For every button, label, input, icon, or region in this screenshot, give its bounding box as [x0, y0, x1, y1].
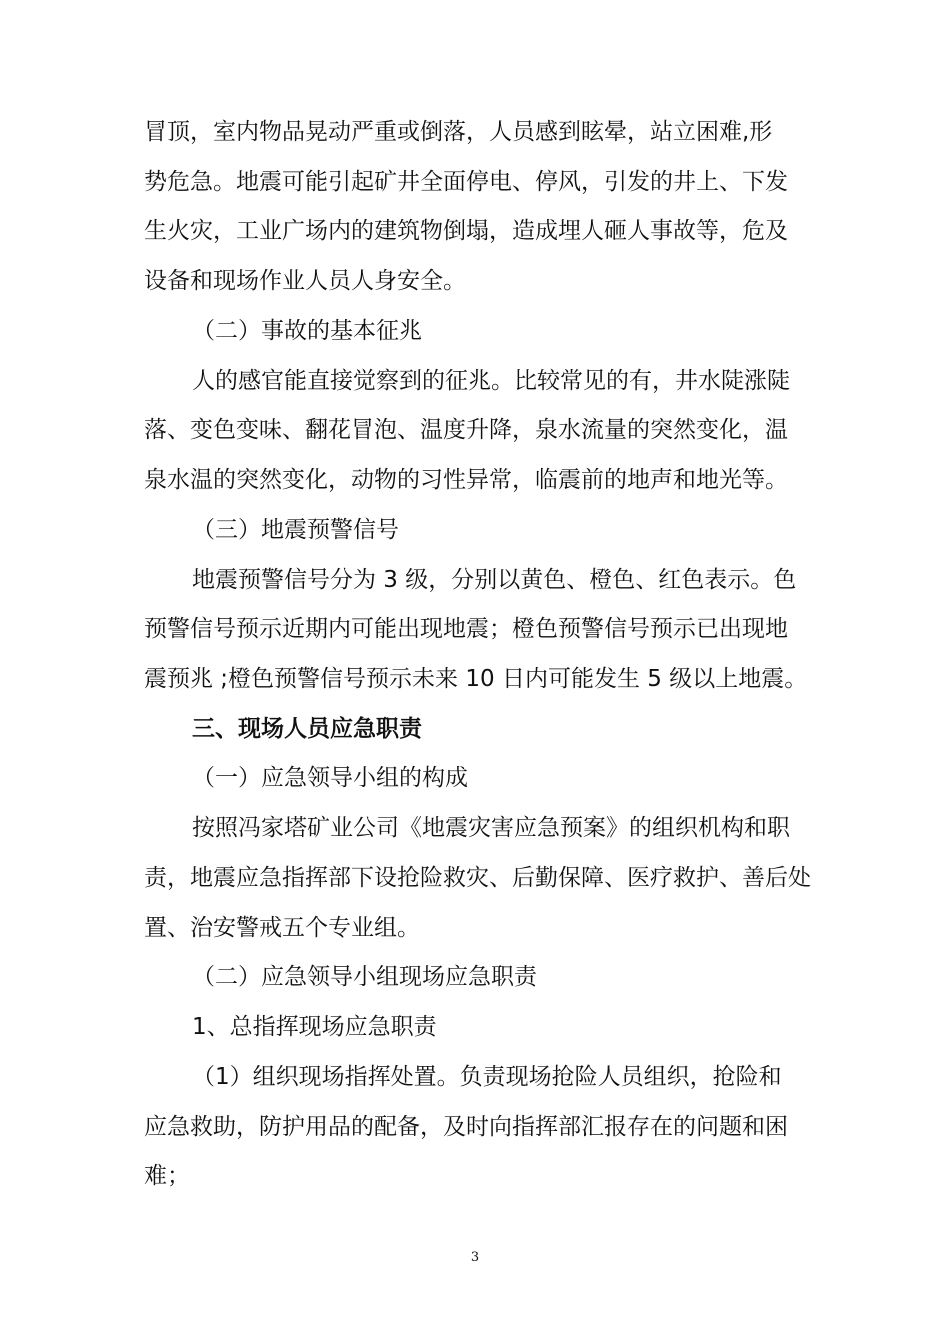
sub-heading: 1、总指挥现场应急职责 — [192, 1014, 437, 1040]
sub-heading: （二）应急领导小组现场应急职责 — [192, 964, 537, 990]
page-number: 3 — [470, 1250, 480, 1265]
body-text-line: 地震预警信号分为 3 级，分别以黄色、橙色、红色表示。色 — [192, 567, 797, 593]
body-text-line: 责，地震应急指挥部下设抢险救灾、后勤保障、医疗救护、善后处 — [144, 865, 811, 891]
body-text-line: 应急救助，防护用品的配备，及时向指挥部汇报存在的问题和困 — [144, 1114, 788, 1140]
body-text-line: 落、变色变味、翻花冒泡、温度升降，泉水流量的突然变化，温 — [144, 417, 788, 443]
body-text-line: 置、治安警戒五个专业组。 — [144, 915, 420, 941]
sub-heading: （二）事故的基本征兆 — [192, 318, 422, 344]
body-text-line: 预警信号预示近期内可能出现地震；橙色预警信号预示已出现地 — [144, 616, 788, 642]
body-text-line: 人的感官能直接觉察到的征兆。比较常见的有，井水陡涨陡 — [192, 368, 790, 394]
body-text-line: 冒顶，室内物品晃动严重或倒落，人员感到眩晕，站立困难,形 — [144, 119, 773, 145]
body-text-line: 生火灾，工业广场内的建筑物倒塌，造成埋人砸人事故等，危及 — [144, 218, 788, 244]
body-text-line: 震预兆 ;橙色预警信号预示未来 10 日内可能发生 5 级以上地震。 — [144, 666, 808, 692]
body-text-line: 泉水温的突然变化，动物的习性异常，临震前的地声和地光等。 — [144, 467, 788, 493]
sub-heading: （一）应急领导小组的构成 — [192, 765, 468, 791]
body-text-line: （1）组织现场指挥处置。负责现场抢险人员组织，抢险和 — [192, 1064, 782, 1090]
body-text-line: 势危急。地震可能引起矿井全面停电、停风，引发的井上、下发 — [144, 169, 788, 195]
section-heading: 三、现场人员应急职责 — [192, 716, 422, 742]
sub-heading: （三）地震预警信号 — [192, 517, 399, 543]
body-text-line: 按照冯家塔矿业公司《地震灾害应急预案》的组织机构和职 — [192, 815, 790, 841]
body-text-line: 难； — [144, 1163, 190, 1189]
body-text-line: 设备和现场作业人员人身安全。 — [144, 268, 466, 294]
